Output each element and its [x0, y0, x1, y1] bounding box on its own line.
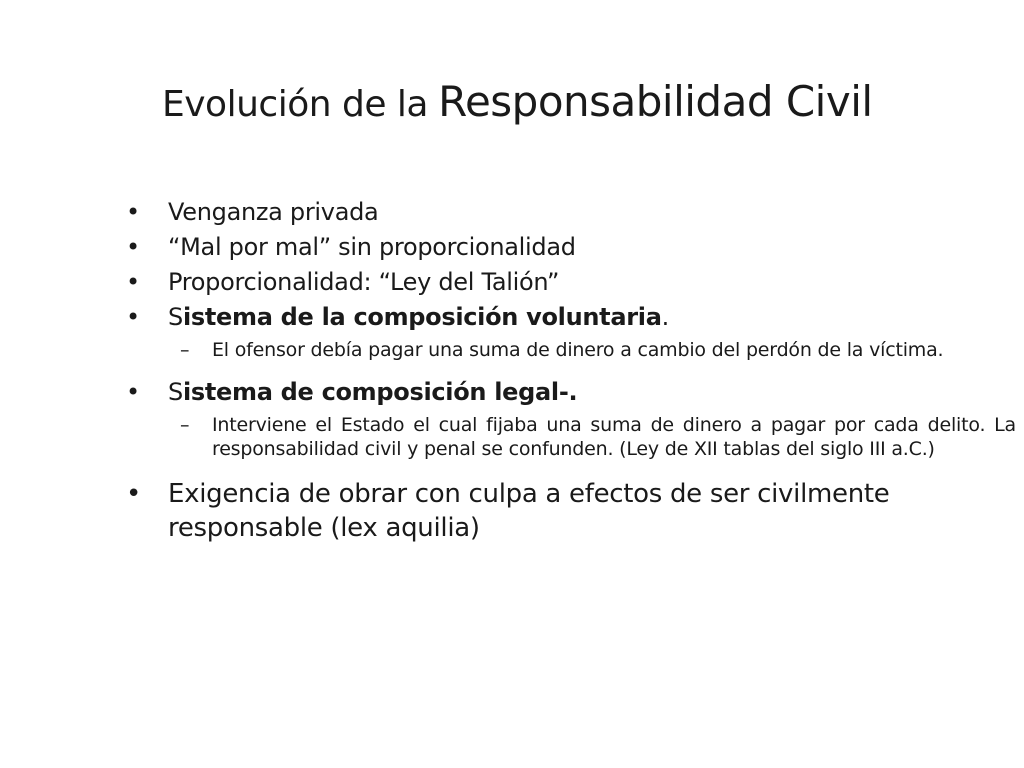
- bullet-bold-text: istema de la composición voluntaria: [182, 303, 662, 331]
- slide-title: [162, 72, 873, 135]
- bullet-marker: •: [126, 268, 140, 296]
- bullet-text: “Mal por mal” sin proporcionalidad: [168, 233, 576, 261]
- sub-item-ofensor: [180, 338, 1016, 362]
- bullet-first-letter: S: [168, 378, 183, 406]
- title-part-1: Evolución de la: [162, 84, 428, 125]
- bullet-item-mal-por-mal: [126, 233, 1016, 262]
- sub-text: Interviene el Estado el cual fijaba una suma de dinero a pagar por cada delito. La responsabilidad civil y penal se confunden. (Ley de XII tablas del siglo III a.C.): [212, 414, 1016, 460]
- bullet-first-letter: S: [168, 303, 183, 331]
- bullet-text: Proporcionalidad: “Ley del Talión”: [168, 268, 560, 296]
- bullet-marker: •: [126, 198, 140, 226]
- bullet-marker: •: [126, 479, 142, 509]
- sub-item-estado: [180, 413, 1016, 461]
- bullet-item-venganza: [126, 198, 1016, 227]
- bullet-text: Exigencia de obrar con culpa a efectos de ser civilmente responsable (lex aquilia): [168, 479, 890, 543]
- bullet-suffix: .: [661, 303, 669, 331]
- bullet-item-exigencia: [126, 477, 1016, 545]
- bullet-item-proporcionalidad: [126, 268, 1016, 297]
- title-part-2: Responsabilidad Civil: [438, 77, 873, 126]
- bullet-item-composicion-legal: [126, 378, 1016, 407]
- sub-marker: –: [180, 339, 190, 361]
- bullet-list: [126, 198, 1016, 563]
- bullet-marker: •: [126, 233, 140, 261]
- sub-marker: –: [180, 414, 190, 436]
- bullet-marker: •: [126, 378, 140, 406]
- bullet-text: Venganza privada: [168, 198, 379, 226]
- sub-text: El ofensor debía pagar una suma de dinero a cambio del perdón de la víctima.: [212, 339, 944, 361]
- bullet-marker: •: [126, 303, 140, 331]
- bullet-bold-text: istema de composición legal-.: [182, 378, 578, 406]
- bullet-item-composicion-voluntaria: [126, 303, 1016, 332]
